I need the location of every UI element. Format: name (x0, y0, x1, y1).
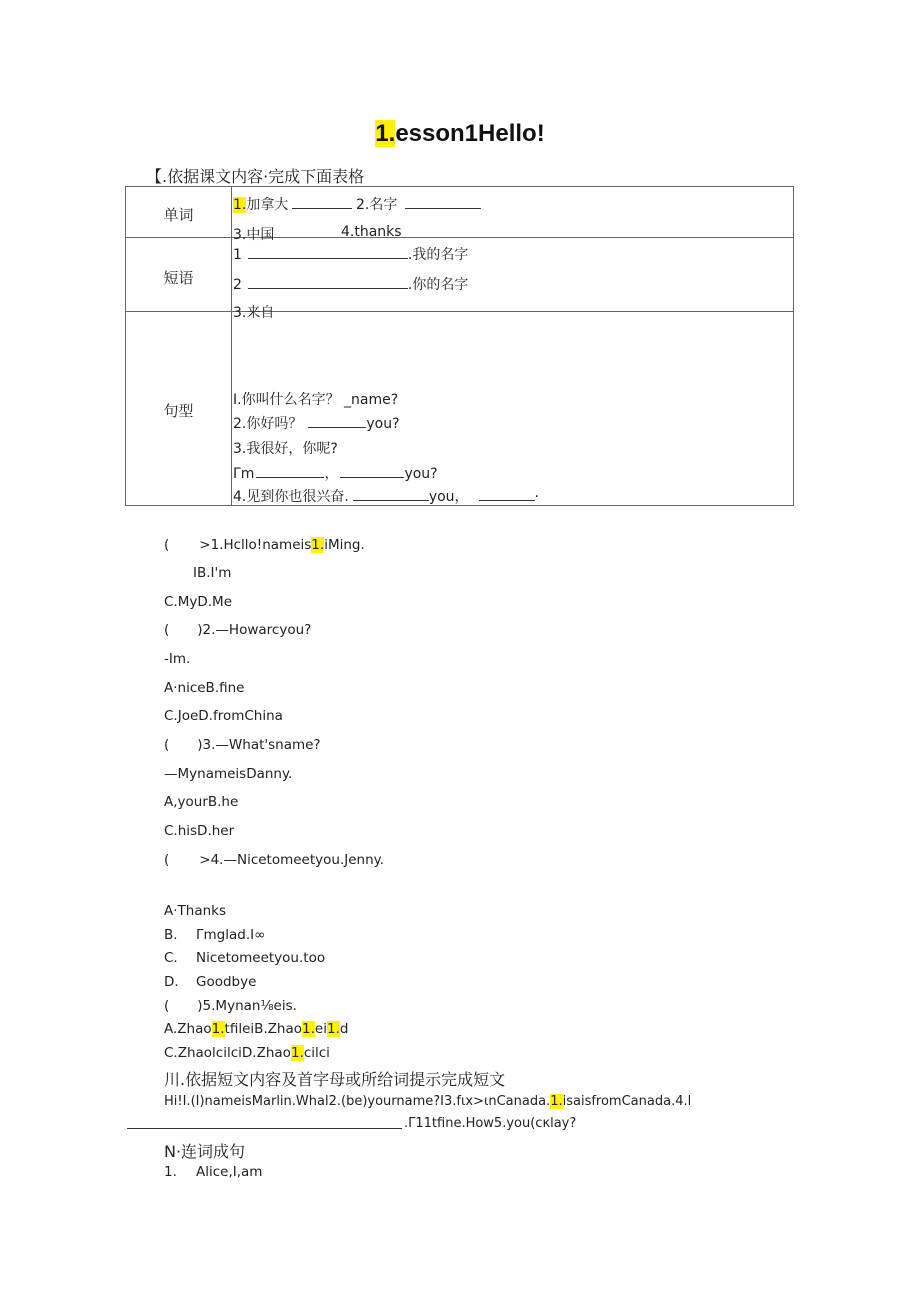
q4-option-d: D. Goodbye (164, 974, 257, 990)
blank-line[interactable] (292, 194, 352, 209)
sentence-4: 4.见到你也很兴奋. you， · (233, 486, 539, 506)
q4-option-a: A·Thanks (164, 903, 227, 919)
passage-line-2: .Γ11tfine.How5.you(cκlay? (404, 1116, 577, 1131)
question-3: ( )3.—What'sname? (164, 737, 321, 753)
sentence-1: I.你叫什么名字？ _name? (233, 392, 399, 408)
q3-options-ab: A,yourB.he (164, 794, 239, 810)
blank-line[interactable] (405, 194, 481, 209)
q1-options-cd: C.MyD.Me (164, 594, 232, 610)
question-1: ( >1.Hcllo!nameis1.iMing. (164, 537, 365, 553)
word-item-1: 1.加拿大 (233, 194, 352, 214)
blank-line[interactable] (256, 463, 324, 478)
section-1-heading: 【.依据课文内容·完成下面表格 (146, 167, 365, 186)
sentence-2: 2.你好吗？ you? (233, 413, 400, 433)
section-3-heading: 川.依据短文内容及首字母或所给词提示完成短文 (164, 1070, 506, 1089)
row-label-phrases: 短语 (163, 269, 194, 287)
passage-blank-line[interactable] (127, 1128, 402, 1129)
q3-answer: —MynameisDanny. (164, 766, 293, 782)
q1-options-ab: IB.I'm (193, 565, 232, 581)
passage-line-1: Hi!I.(I)nameisMarlin.Whal2.(be)yourname?I3.fιx>ιnCanada.1.isaisfromCanada.4.l (164, 1094, 692, 1109)
question-4: ( >4.—Nicetomeetyou.Jenny. (164, 852, 385, 868)
sentence-build-item-1: 1. Alice,I,am (164, 1164, 263, 1180)
vocab-table (125, 186, 794, 506)
blank-line[interactable] (248, 244, 408, 259)
phrase-item-1: 1 .我的名字 (233, 244, 468, 264)
q2-options-ab: A·niceB.fine (164, 680, 245, 696)
q5-options-cd: C.ZhaolcilciD.Zhao1.cilci (164, 1045, 330, 1061)
word-item-4: 4.thanks (341, 224, 402, 240)
q2-answer: -Im. (164, 651, 191, 667)
table-row-sentences (126, 312, 793, 505)
sentence-3-answer: Γm ， you? (233, 463, 438, 483)
blank-line[interactable] (479, 486, 535, 501)
question-5: ( )5.Mynan⅛eis. (164, 998, 297, 1014)
blank-line[interactable] (340, 463, 404, 478)
q4-option-b: B. Γmglad.I∞ (164, 927, 266, 943)
title-highlight: 1. (375, 120, 396, 147)
word-item-3: 3.中国 (233, 227, 275, 243)
phrase-item-3: 3.来自 (233, 305, 275, 321)
q4-option-c: C. Nicetomeetyou.too (164, 950, 326, 966)
row-label-words: 单词 (163, 206, 194, 224)
phrase-item-2: 2 .你的名字 (233, 274, 468, 294)
table-row-words (126, 187, 793, 243)
question-2: ( )2.—Howarcyou? (164, 622, 312, 638)
q5-options-ab: A.Zhao1.tfileiB.Zhao1.ei1.d (164, 1021, 349, 1037)
table-row-phrases (126, 238, 793, 321)
row-label-sentences: 句型 (163, 402, 194, 420)
title-text: esson1Hello! (395, 120, 545, 147)
word-item-2: 2.名字 (356, 194, 481, 214)
q3-options-cd: C.hisD.her (164, 823, 235, 839)
blank-line[interactable] (248, 274, 408, 289)
page-title (0, 120, 920, 148)
sentence-3: 3.我很好，你呢? (233, 441, 338, 457)
q2-options-cd: C.JoeD.fromChina (164, 708, 283, 724)
blank-line[interactable] (353, 486, 429, 501)
blank-line[interactable] (308, 413, 366, 428)
section-4-heading: N·连词成句 (164, 1142, 246, 1161)
